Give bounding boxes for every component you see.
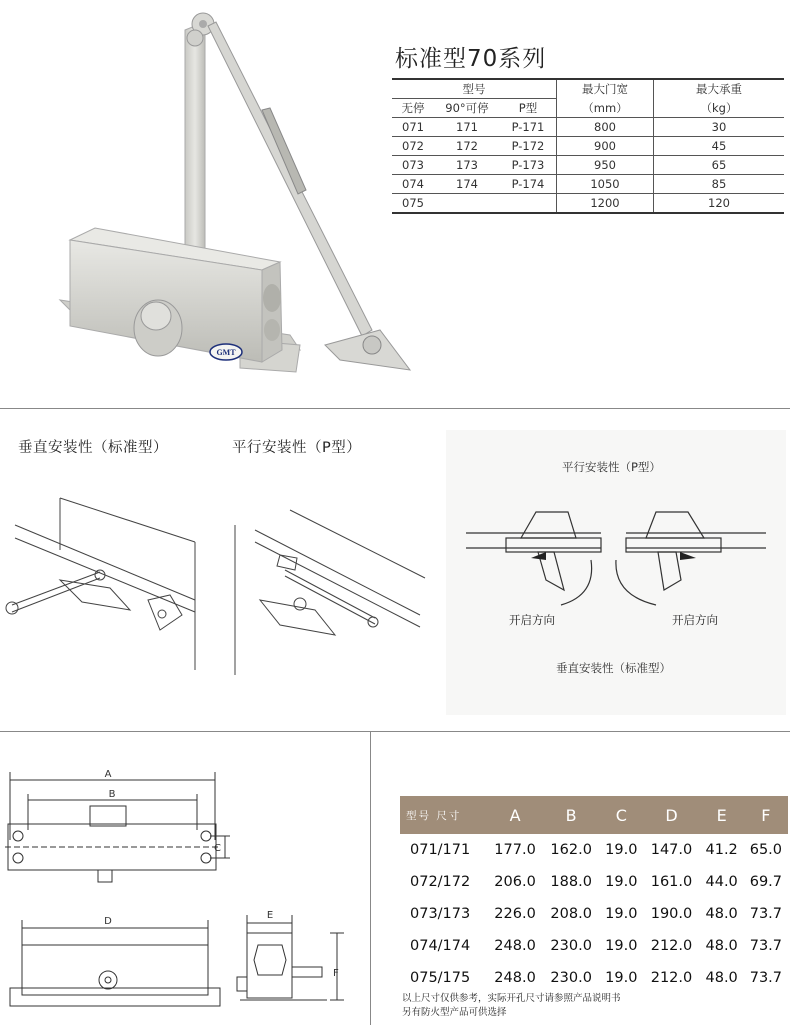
spec-cell: P-172 bbox=[500, 137, 557, 156]
dim-label-e: E bbox=[266, 910, 274, 921]
diagram-parallel-label: 平行安装性（P型） bbox=[562, 460, 661, 474]
spec-cell bbox=[434, 194, 500, 214]
dims-header-row bbox=[400, 796, 788, 834]
section-divider bbox=[0, 408, 790, 409]
spec-cell: 171 bbox=[434, 118, 500, 137]
dim-label-d: D bbox=[104, 916, 112, 927]
spec-cell: 075 bbox=[392, 194, 434, 214]
note-reference: 以上尺寸仅供参考，实际开孔尺寸请参照产品说明书 bbox=[402, 993, 621, 1004]
parallel-install-illustration bbox=[225, 500, 435, 675]
dims-row bbox=[400, 866, 788, 898]
series-title: 标准型70系列 bbox=[395, 46, 547, 72]
dims-cell: 208.0 bbox=[550, 906, 592, 922]
door-closer-product-image bbox=[40, 8, 420, 388]
dims-cell: 147.0 bbox=[650, 842, 693, 858]
dims-model: 071/171 bbox=[410, 842, 471, 858]
dims-col-header: D bbox=[643, 796, 699, 834]
top-view-drawing bbox=[0, 760, 235, 890]
dims-cell: 206.0 bbox=[494, 874, 536, 890]
dims-cell: 162.0 bbox=[550, 842, 592, 858]
spec-width-header: 最大门宽 bbox=[557, 79, 654, 99]
dims-cell: 65.0 bbox=[749, 842, 783, 858]
dims-cell: 212.0 bbox=[650, 938, 693, 954]
installation-cross-section-diagram bbox=[466, 500, 766, 610]
dims-cell: 44.0 bbox=[705, 874, 738, 890]
dims-cell: 48.0 bbox=[705, 938, 738, 954]
dims-cell: 19.0 bbox=[605, 938, 638, 954]
dims-col-header: F bbox=[744, 796, 788, 834]
dims-cell: 177.0 bbox=[494, 842, 536, 858]
spec-cell: 85 bbox=[654, 175, 785, 194]
spec-row bbox=[392, 118, 784, 137]
end-view-drawing bbox=[232, 905, 357, 1017]
dims-cell: 48.0 bbox=[705, 970, 738, 986]
spec-table bbox=[392, 78, 784, 214]
dims-cell: 19.0 bbox=[605, 970, 638, 986]
dims-cell: 230.0 bbox=[550, 970, 592, 986]
parallel-install-label: 平行安装性（P型） bbox=[232, 440, 362, 456]
dim-label-c: C bbox=[214, 843, 221, 854]
spec-row bbox=[392, 194, 784, 214]
section-divider bbox=[0, 731, 790, 732]
dims-cell: 161.0 bbox=[650, 874, 693, 890]
dims-col-header: B bbox=[543, 796, 599, 834]
dimensions-table bbox=[400, 796, 788, 994]
dims-model: 075/175 bbox=[410, 970, 471, 986]
svg-text:GMT: GMT bbox=[216, 348, 236, 357]
spec-cell: 073 bbox=[392, 156, 434, 175]
spec-weight-unit: （kg） bbox=[700, 100, 738, 115]
spec-cell: 900 bbox=[557, 137, 654, 156]
dims-col-header: E bbox=[700, 796, 744, 834]
spec-cell: 950 bbox=[557, 156, 654, 175]
dims-row bbox=[400, 898, 788, 930]
dims-model: 072/172 bbox=[410, 874, 471, 890]
dims-lead-size: 尺寸 bbox=[436, 809, 462, 822]
dims-col-header: C bbox=[599, 796, 643, 834]
dims-cell: 248.0 bbox=[494, 970, 536, 986]
spec-cell: 1050 bbox=[557, 175, 654, 194]
dims-cell: 188.0 bbox=[550, 874, 592, 890]
spec-cell: 800 bbox=[557, 118, 654, 137]
spec-cell: 174 bbox=[434, 175, 500, 194]
dims-cell: 212.0 bbox=[650, 970, 693, 986]
dims-row bbox=[400, 930, 788, 962]
dims-lead-model: 型号 bbox=[406, 809, 431, 822]
spec-group-header: 型号 bbox=[392, 79, 557, 99]
spec-row bbox=[392, 156, 784, 175]
dims-col-header: A bbox=[487, 796, 543, 834]
vertical-divider bbox=[370, 731, 371, 1025]
spec-cell: P-174 bbox=[500, 175, 557, 194]
spec-cell: 173 bbox=[434, 156, 500, 175]
dims-cell: 41.2 bbox=[705, 842, 738, 858]
spec-subheader: 无停 bbox=[392, 99, 434, 118]
dims-cell: 69.7 bbox=[749, 874, 783, 890]
dims-cell: 248.0 bbox=[494, 938, 536, 954]
note-fire-rated: 另有防火型产品可供选择 bbox=[402, 1007, 507, 1018]
dims-cell: 226.0 bbox=[494, 906, 536, 922]
open-direction-left: 开启方向 bbox=[509, 613, 555, 627]
open-direction-right: 开启方向 bbox=[672, 613, 718, 627]
spec-cell: 30 bbox=[654, 118, 785, 137]
spec-row bbox=[392, 137, 784, 156]
dim-label-a: A bbox=[104, 769, 112, 780]
dims-cell: 19.0 bbox=[605, 842, 638, 858]
spec-cell: 65 bbox=[654, 156, 785, 175]
dims-cell: 19.0 bbox=[605, 874, 638, 890]
dims-lead-header bbox=[400, 796, 487, 834]
spec-cell: 072 bbox=[392, 137, 434, 156]
dim-label-b: B bbox=[108, 789, 116, 800]
dims-cell: 230.0 bbox=[550, 938, 592, 954]
dims-cell: 48.0 bbox=[705, 906, 738, 922]
vertical-install-label: 垂直安装性（标准型） bbox=[18, 440, 168, 456]
diagram-vertical-label: 垂直安装性（标准型） bbox=[556, 661, 671, 675]
dim-label-f: F bbox=[333, 968, 339, 979]
dims-cell: 73.7 bbox=[749, 970, 783, 986]
dims-model: 073/173 bbox=[410, 906, 471, 922]
spec-weight-header: 最大承重 bbox=[654, 79, 785, 99]
spec-cell: 120 bbox=[654, 194, 785, 214]
spec-width-unit: （mm） bbox=[557, 99, 654, 118]
dims-row bbox=[400, 834, 788, 866]
spec-cell: 1200 bbox=[557, 194, 654, 214]
spec-cell: P-171 bbox=[500, 118, 557, 137]
spec-cell bbox=[500, 194, 557, 214]
spec-cell: 172 bbox=[434, 137, 500, 156]
spec-cell: 45 bbox=[654, 137, 785, 156]
spec-subheader: 90°可停 bbox=[434, 99, 500, 118]
dims-cell: 190.0 bbox=[650, 906, 693, 922]
dims-cell: 73.7 bbox=[749, 906, 783, 922]
side-view-drawing bbox=[0, 910, 235, 1018]
dims-cell: 73.7 bbox=[749, 938, 783, 954]
vertical-install-illustration bbox=[0, 480, 215, 680]
dims-model: 074/174 bbox=[410, 938, 471, 954]
spec-subheader: P型 bbox=[500, 99, 557, 118]
spec-row bbox=[392, 175, 784, 194]
dims-cell: 19.0 bbox=[605, 906, 638, 922]
spec-cell: P-173 bbox=[500, 156, 557, 175]
spec-cell: 074 bbox=[392, 175, 434, 194]
spec-cell: 071 bbox=[392, 118, 434, 137]
